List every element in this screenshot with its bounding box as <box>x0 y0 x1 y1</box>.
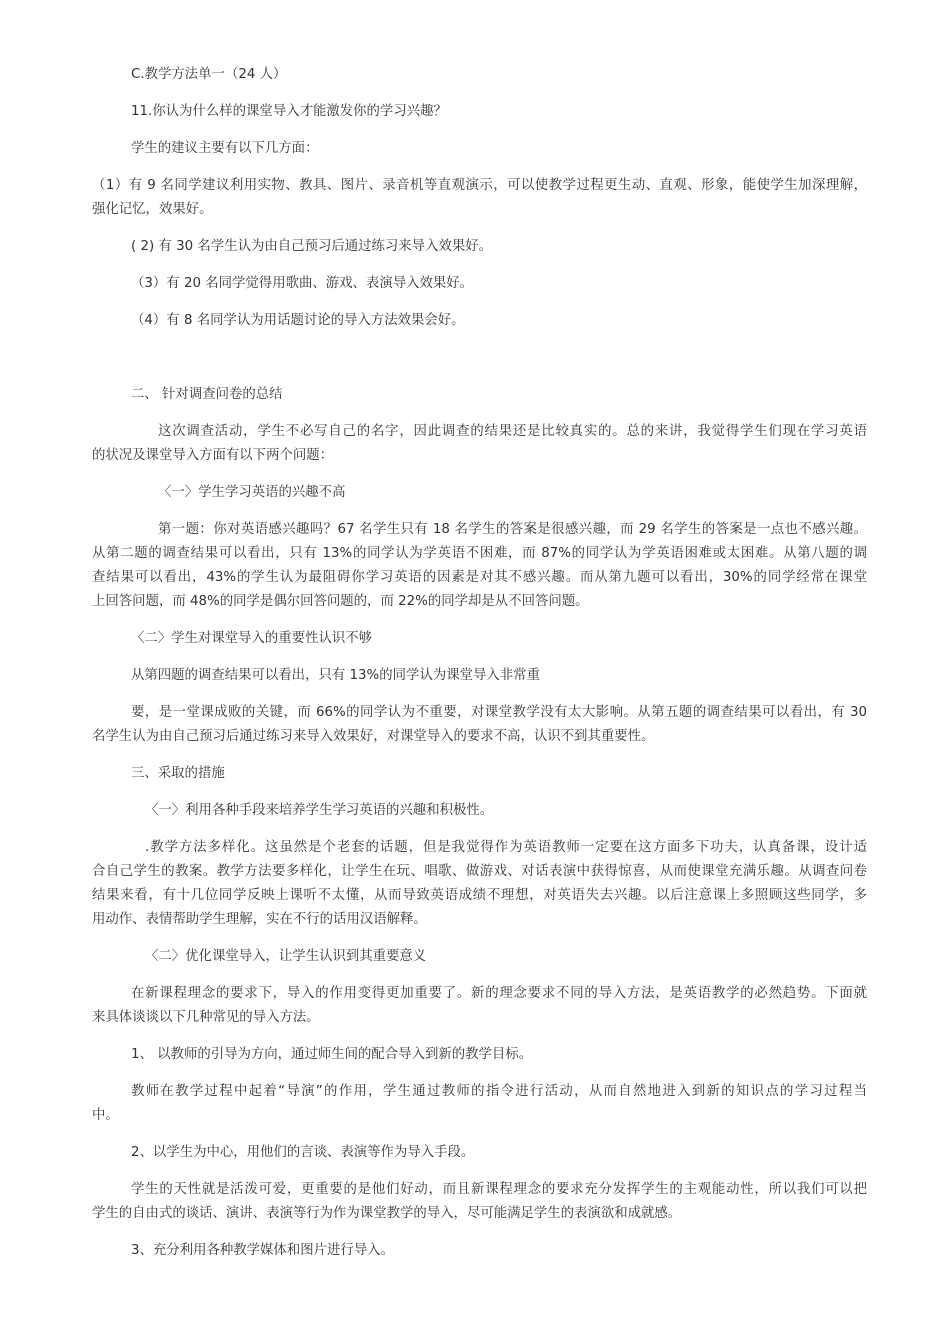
section-3-heading: 三、采取的措施 <box>131 766 225 781</box>
suggestions-intro: 学生的建议主要有以下几方面： <box>131 141 319 156</box>
method-1-heading: 1、 以教师的引导为方向，通过师生间的配合导入到新的教学目标。 <box>131 1047 533 1062</box>
problem-1-line-4: 上回答问题，而 48%的同学是偶尔回答问题的，而 22%的同学却是从不回答问题。 <box>92 594 589 609</box>
problem-1-heading: 〈一〉学生学习英语的兴趣不高 <box>158 485 346 500</box>
suggestion-3: （3）有 20 名同学觉得用歌曲、游戏、表演导入效果好。 <box>131 276 474 291</box>
method-2-line-2: 学生的自由式的谈话、演讲、表演等行为作为课堂教学的导入，尽可能满足学生的表演欲和成就感。 <box>92 1206 682 1221</box>
measure-1-line-1: .教学方法多样化。这虽然是个老套的话题，但是我觉得作为英语教师一定要在这方面多下功夫，认真备课，设计适 <box>145 840 867 855</box>
problem-2-line-2: 要，是一堂课成败的关键，而 66%的同学认为不重要，对课堂教学没有太大影响。从第五题的调查结果可以看出，有 30 <box>131 705 867 720</box>
method-1-line-1: 教师在教学过程中起着“导演”的作用，学生通过教师的指令进行活动，从而自然地进入到新的知识点的学习过程当 <box>131 1084 867 1099</box>
suggestion-4: （4）有 8 名同学认为用话题讨论的导入方法效果会好。 <box>131 313 465 328</box>
measure-1-line-3: 结果来看，有十几位同学反映上课听不太懂，从而导致英语成绩不理想，对英语失去兴趣。以后注意课上多照顾这些同学，多 <box>92 888 867 903</box>
option-c-line: C.教学方法单一（24 人） <box>131 67 287 82</box>
measure-2-line-2: 来具体谈谈以下几种常见的导入方法。 <box>92 1010 320 1025</box>
problem-1-line-3: 查结果可以看出，43%的学生认为最阻碍你学习英语的因素是对其不感兴趣。而从第九题可以看出，30%的同学经常在课堂 <box>92 570 867 585</box>
section-2-heading: 二、 针对调查问卷的总结 <box>131 387 283 402</box>
suggestion-1-line-2: 强化记忆，效果好。 <box>92 202 213 217</box>
measure-1-line-4: 用动作、表情帮助学生理解，实在不行的话用汉语解释。 <box>92 912 427 927</box>
method-1-line-2: 中。 <box>92 1108 119 1123</box>
summary-para-line-1: 这次调查活动，学生不必写自己的名字，因此调查的结果还是比较真实的。总的来讲，我觉得学生们现在学习英语 <box>158 424 867 439</box>
question-11: 11.你认为什么样的课堂导入才能激发你的学习兴趣？ <box>131 104 447 119</box>
problem-2-line-3: 名学生认为由自己预习后通过练习来导入效果好，对课堂导入的要求不高，认识不到其重要性。 <box>92 729 655 744</box>
method-2-heading: 2、以学生为中心，用他们的言谈、表演等作为导入手段。 <box>131 1145 475 1160</box>
measure-1-line-2: 合自己学生的教案。教学方法要多样化，让学生在玩、唱歌、做游戏、对话表演中获得惊喜，从而使课堂充满乐趣。从调查问卷 <box>92 864 867 879</box>
problem-2-heading: 〈二〉学生对课堂导入的重要性认识不够 <box>131 631 373 646</box>
summary-para-line-2: 的状况及课堂导入方面有以下两个问题： <box>92 448 334 463</box>
measure-2-heading: 〈二〉优化课堂导入，让学生认识到其重要意义 <box>145 949 427 964</box>
measure-2-line-1: 在新课程理念的要求下，导入的作用变得更加重要了。新的理念要求不同的导入方法，是英语教学的必然趋势。下面就 <box>131 986 867 1001</box>
suggestion-2: ( 2) 有 30 名学生认为由自己预习后通过练习来导入效果好。 <box>131 239 493 254</box>
problem-1-line-1: 第一题：你对英语感兴趣吗？67 名学生只有 18 名学生的答案是很感兴趣，而 29 名学生的答案是一点也不感兴趣。 <box>158 522 867 537</box>
problem-1-line-2: 从第二题的调查结果可以看出，只有 13%的同学认为学英语不困难，而 87%的同学认为学英语困难或太困难。从第八题的调 <box>92 546 867 561</box>
suggestion-1-line-1: （1）有 9 名同学建议利用实物、教具、图片、录音机等直观演示，可以使教学过程更生动、直观、形象，能使学生加深理解， <box>92 178 867 193</box>
method-3-heading: 3、充分利用各种教学媒体和图片进行导入。 <box>131 1243 394 1258</box>
problem-2-line-1: 从第四题的调查结果可以看出，只有 13%的同学认为课堂导入非常重 <box>131 668 540 683</box>
measure-1-heading: 〈一〉利用各种手段来培养学生学习英语的兴趣和积极性。 <box>145 803 494 818</box>
method-2-line-1: 学生的天性就是活泼可爱，更重要的是他们好动，而且新课程理念的要求充分发挥学生的主观能动性，所以我们可以把 <box>131 1182 867 1197</box>
